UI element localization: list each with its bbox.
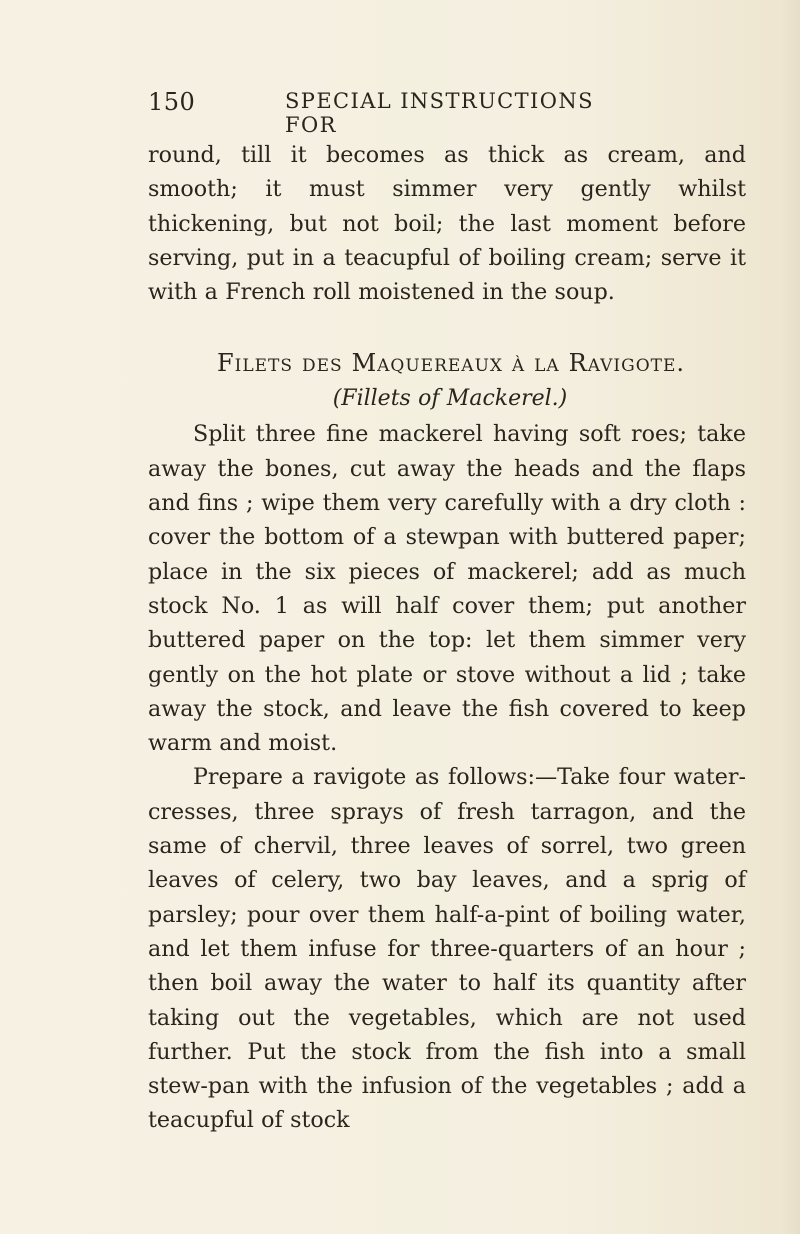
page-edge-shadow bbox=[782, 0, 800, 1234]
running-head: SPECIAL INSTRUCTIONS FOR bbox=[285, 89, 594, 137]
recipe-paragraph-2: Prepare a ravigote as follows:—Take four water-cresses, three sprays of fresh tarragon, and the same of chervil, three leaves of sorrel, two green leaves of celery, two bay leaves, and a sprig of parsley; pour over them half-a-pint of boiling water, and let them infuse for three-quarters of an hour ; then boil away the water to half its quantity after taking out the vegetables, which are not used further. Put the stock from the fish into a small stew-pan with the infusion of the vegetables ; add a teacupful of stock bbox=[148, 764, 746, 1134]
page-header bbox=[148, 88, 628, 137]
recipe-subtitle: (Fillets of Mackerel.) bbox=[332, 386, 568, 412]
page-number: 150 bbox=[148, 88, 196, 116]
intro-paragraph: round, till it becomes as thick as cream, and smooth; it must simmer very gently whilst thickening, but not boil; the last moment before serving, put in a teacupful of boiling cream; serve it with a French roll moistened in the soup. bbox=[148, 142, 746, 306]
recipe-title: Filets des Maquereaux à la Ravigote. bbox=[216, 349, 686, 378]
page-content bbox=[148, 138, 746, 1138]
recipe-paragraph-1: Split three fine mackerel having soft roes; take away the bones, cut away the heads and the flaps and fins ; wipe them very carefully with a dry cloth : cover the bottom of a stewpan with buttered paper; place in the six pieces of mackerel; add as much stock No. 1 as will half cover them; put another buttered paper on the top: let them simmer very gently on the hot plate or stove without a lid ; take away the stock, and leave the fish covered to keep warm and moist. bbox=[148, 421, 746, 757]
